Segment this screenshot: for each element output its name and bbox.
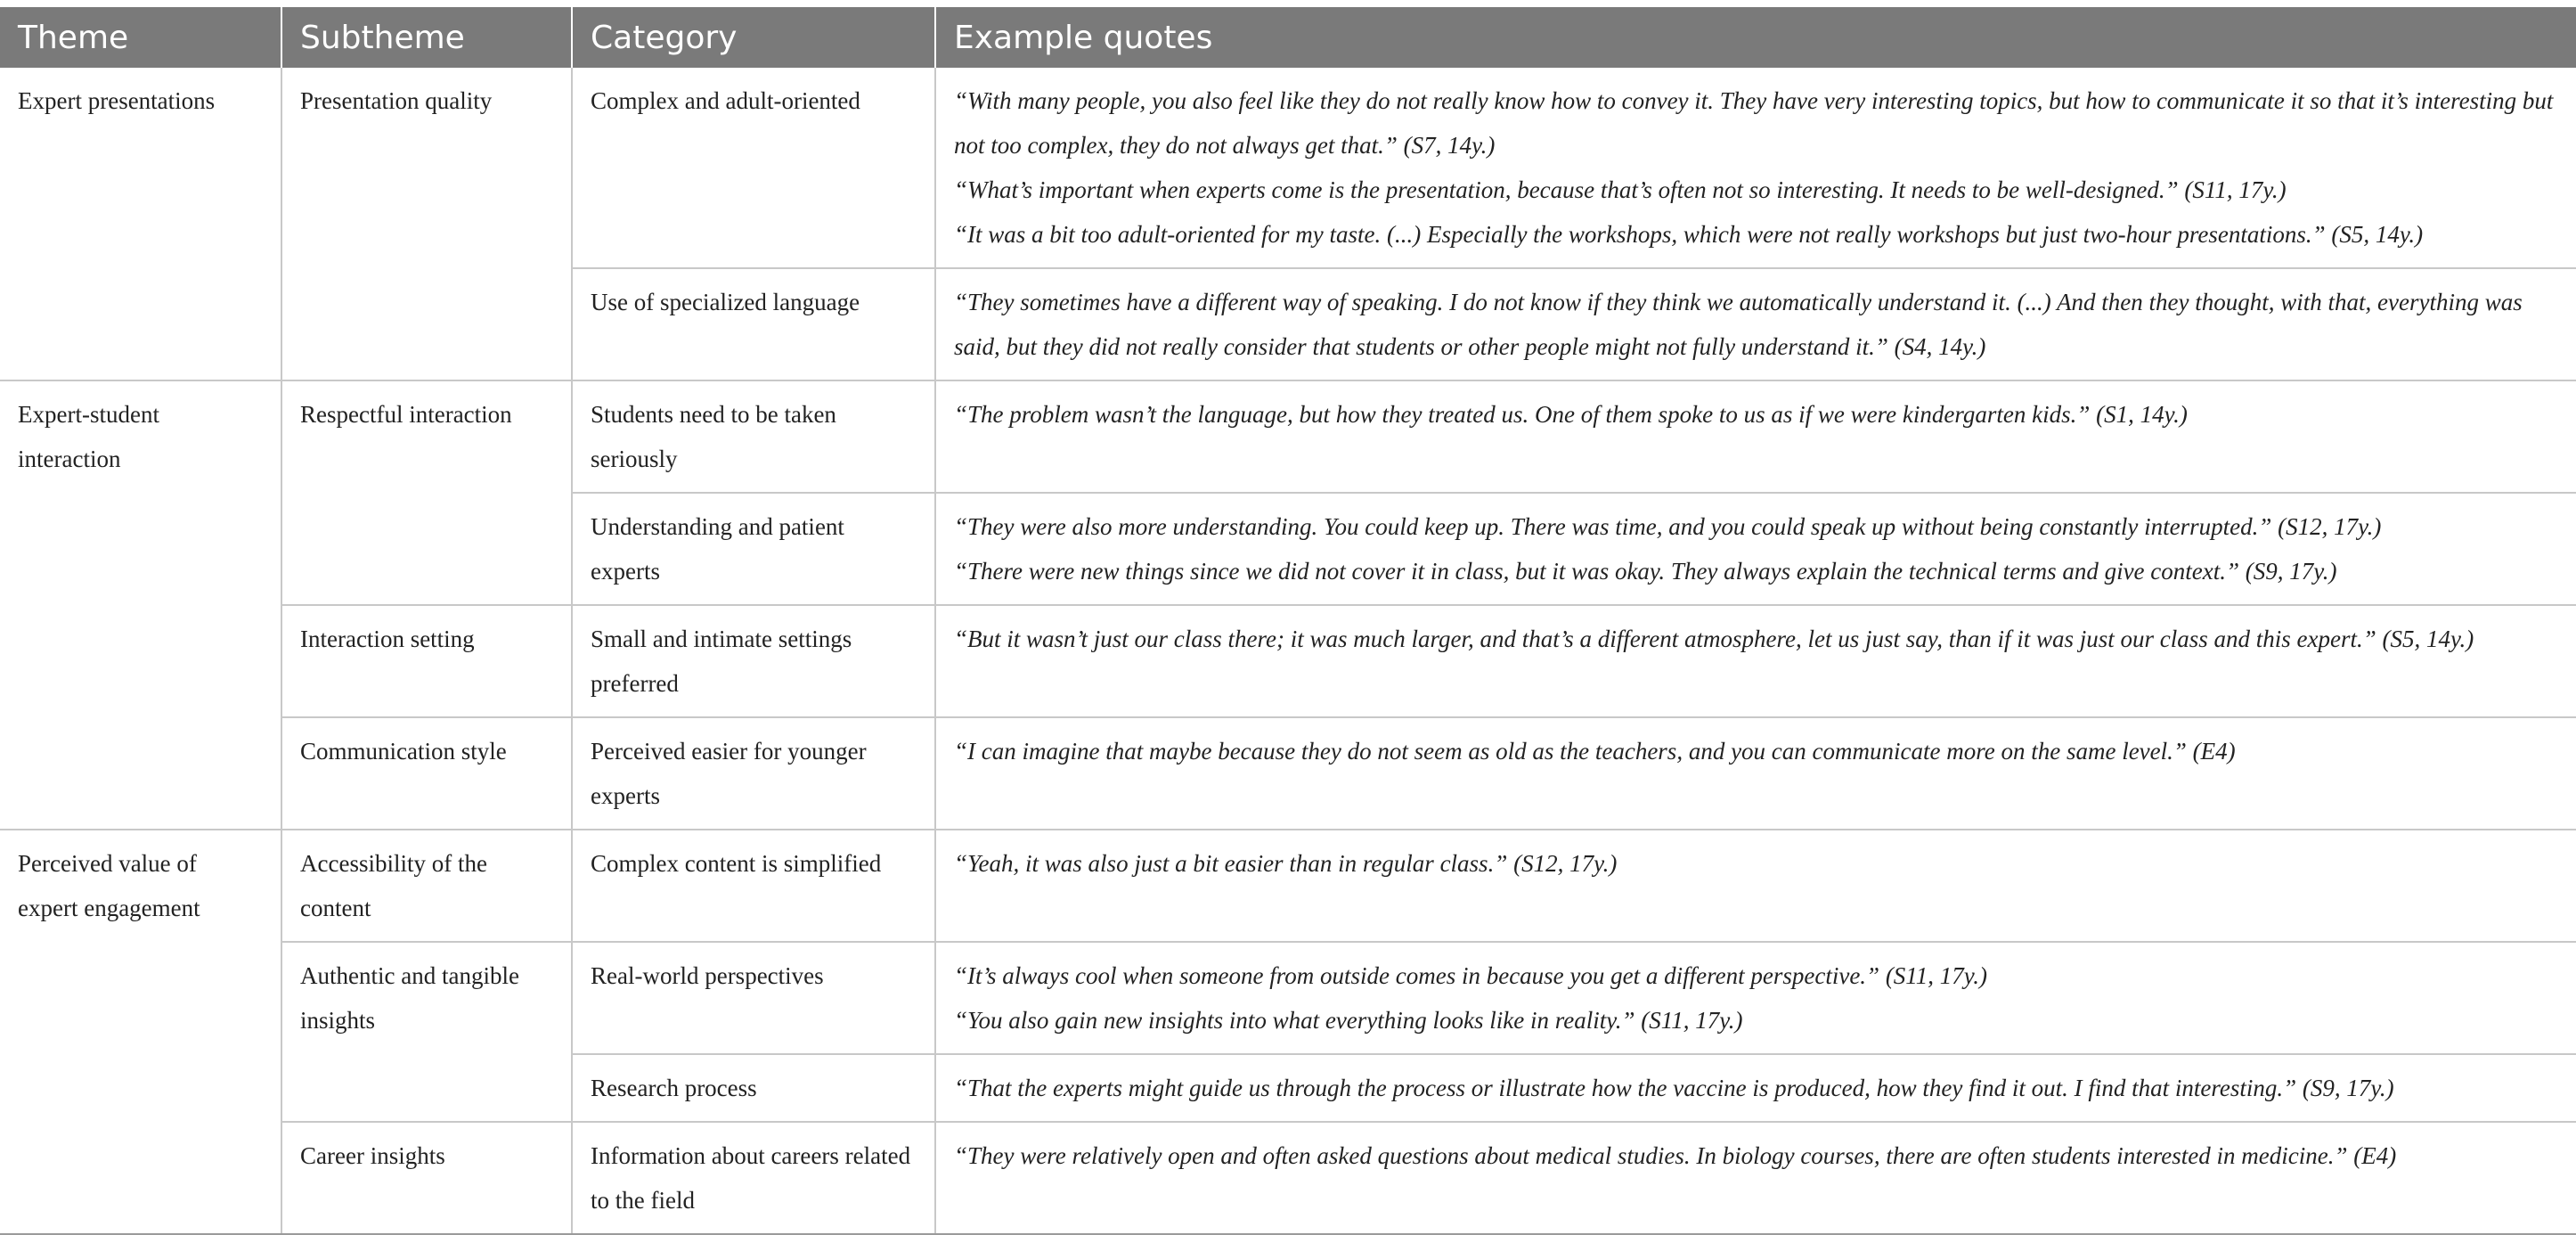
quote-text: “What’s important when experts come is the presentation, because that’s often not so interesting. It needs to be well-designed.” (S11, 17y.) (954, 176, 2287, 203)
table-row (0, 605, 2576, 717)
themes-table-container (0, 7, 2576, 1235)
subtheme-cell: Accessibility of the content (281, 830, 572, 942)
quote-text: “It was a bit too adult-oriented for my taste. (...) Especially the workshops, which were not really workshops but just two-hour presentations.” (S5, 14y.) (954, 221, 2424, 248)
quotes-cell (935, 1122, 2576, 1234)
table-row (0, 68, 2576, 268)
table-row (0, 830, 2576, 942)
theme-cell: Expert-student interaction (0, 380, 281, 830)
subtheme-cell: Career insights (281, 1122, 572, 1234)
quotes-cell (935, 717, 2576, 830)
category-cell: Students need to be taken seriously (572, 380, 935, 493)
quotes-cell (935, 1054, 2576, 1122)
category-cell: Perceived easier for younger experts (572, 717, 935, 830)
quote-text: “They were relatively open and often asked questions about medical studies. In biology courses, there are often students interested in medicine.” (E4) (954, 1142, 2397, 1169)
quote-text: “It’s always cool when someone from outside comes in because you get a different perspective.” (S11, 17y.) (954, 962, 1988, 989)
quote-text: “The problem wasn’t the language, but how they treated us. One of them spoke to us as if we were kindergarten kids.” (S1, 14y.) (954, 401, 2188, 428)
category-cell: Use of specialized language (572, 268, 935, 380)
quotes-cell (935, 605, 2576, 717)
quote-text: “There were new things since we did not cover it in class, but it was okay. They always explain the technical terms and give context.” (S9, 17y.) (954, 558, 2337, 585)
quote-text: “With many people, you also feel like they do not really know how to convey it. They have very interesting topics, but how to communicate it so that it’s interesting but not too complex, they do not always get that.” (S7, 14y.) (954, 87, 2554, 159)
table-body (0, 68, 2576, 1234)
category-cell: Real-world perspectives (572, 942, 935, 1054)
quote-text: “That the experts might guide us through the process or illustrate how the vaccine is produced, how they find it out. I find that interesting.” (S9, 17y.) (954, 1075, 2394, 1101)
subtheme-cell: Authentic and tangible insights (281, 942, 572, 1122)
quote-text: “They were also more understanding. You could keep up. There was time, and you could speak up without being constantly interrupted.” (S12, 17y.) (954, 513, 2382, 540)
quote-text: “They sometimes have a different way of speaking. I do not know if they think we automatically understand it. (...) And then they thought, with that, everything was said, but they did not really consider that students or other people might not fully understand it.” (S4, 14y.) (954, 289, 2523, 360)
category-cell: Information about careers related to the field (572, 1122, 935, 1234)
header-theme: Theme (0, 7, 281, 68)
subtheme-cell: Respectful interaction (281, 380, 572, 605)
header-row (0, 7, 2576, 68)
themes-table (0, 7, 2576, 1235)
category-cell: Research process (572, 1054, 935, 1122)
theme-cell: Expert presentations (0, 68, 281, 380)
table-row (0, 380, 2576, 493)
quotes-cell (935, 942, 2576, 1054)
table-row (0, 1122, 2576, 1234)
subtheme-cell: Interaction setting (281, 605, 572, 717)
theme-cell: Perceived value of expert engagement (0, 830, 281, 1234)
table-header (0, 7, 2576, 68)
category-cell: Understanding and patient experts (572, 493, 935, 605)
quote-text: “You also gain new insights into what everything looks like in reality.” (S11, 17y.) (954, 1007, 1743, 1034)
subtheme-cell: Presentation quality (281, 68, 572, 380)
table-row (0, 717, 2576, 830)
category-cell: Complex and adult-oriented (572, 68, 935, 268)
quotes-cell (935, 493, 2576, 605)
header-subtheme: Subtheme (281, 7, 572, 68)
quotes-cell (935, 380, 2576, 493)
quotes-cell (935, 68, 2576, 268)
table-row (0, 942, 2576, 1054)
subtheme-cell: Communication style (281, 717, 572, 830)
quote-text: “Yeah, it was also just a bit easier than in regular class.” (S12, 17y.) (954, 850, 1618, 877)
header-example-quotes: Example quotes (935, 7, 2576, 68)
category-cell: Small and intimate settings preferred (572, 605, 935, 717)
quotes-cell (935, 268, 2576, 380)
quotes-cell (935, 830, 2576, 942)
quote-text: “But it wasn’t just our class there; it was much larger, and that’s a different atmosphere, let us just say, than if it was just our class and this expert.” (S5, 14y.) (954, 626, 2474, 652)
quote-text: “I can imagine that maybe because they do not seem as old as the teachers, and you can communicate more on the same level.” (E4) (954, 738, 2236, 765)
category-cell: Complex content is simplified (572, 830, 935, 942)
header-category: Category (572, 7, 935, 68)
